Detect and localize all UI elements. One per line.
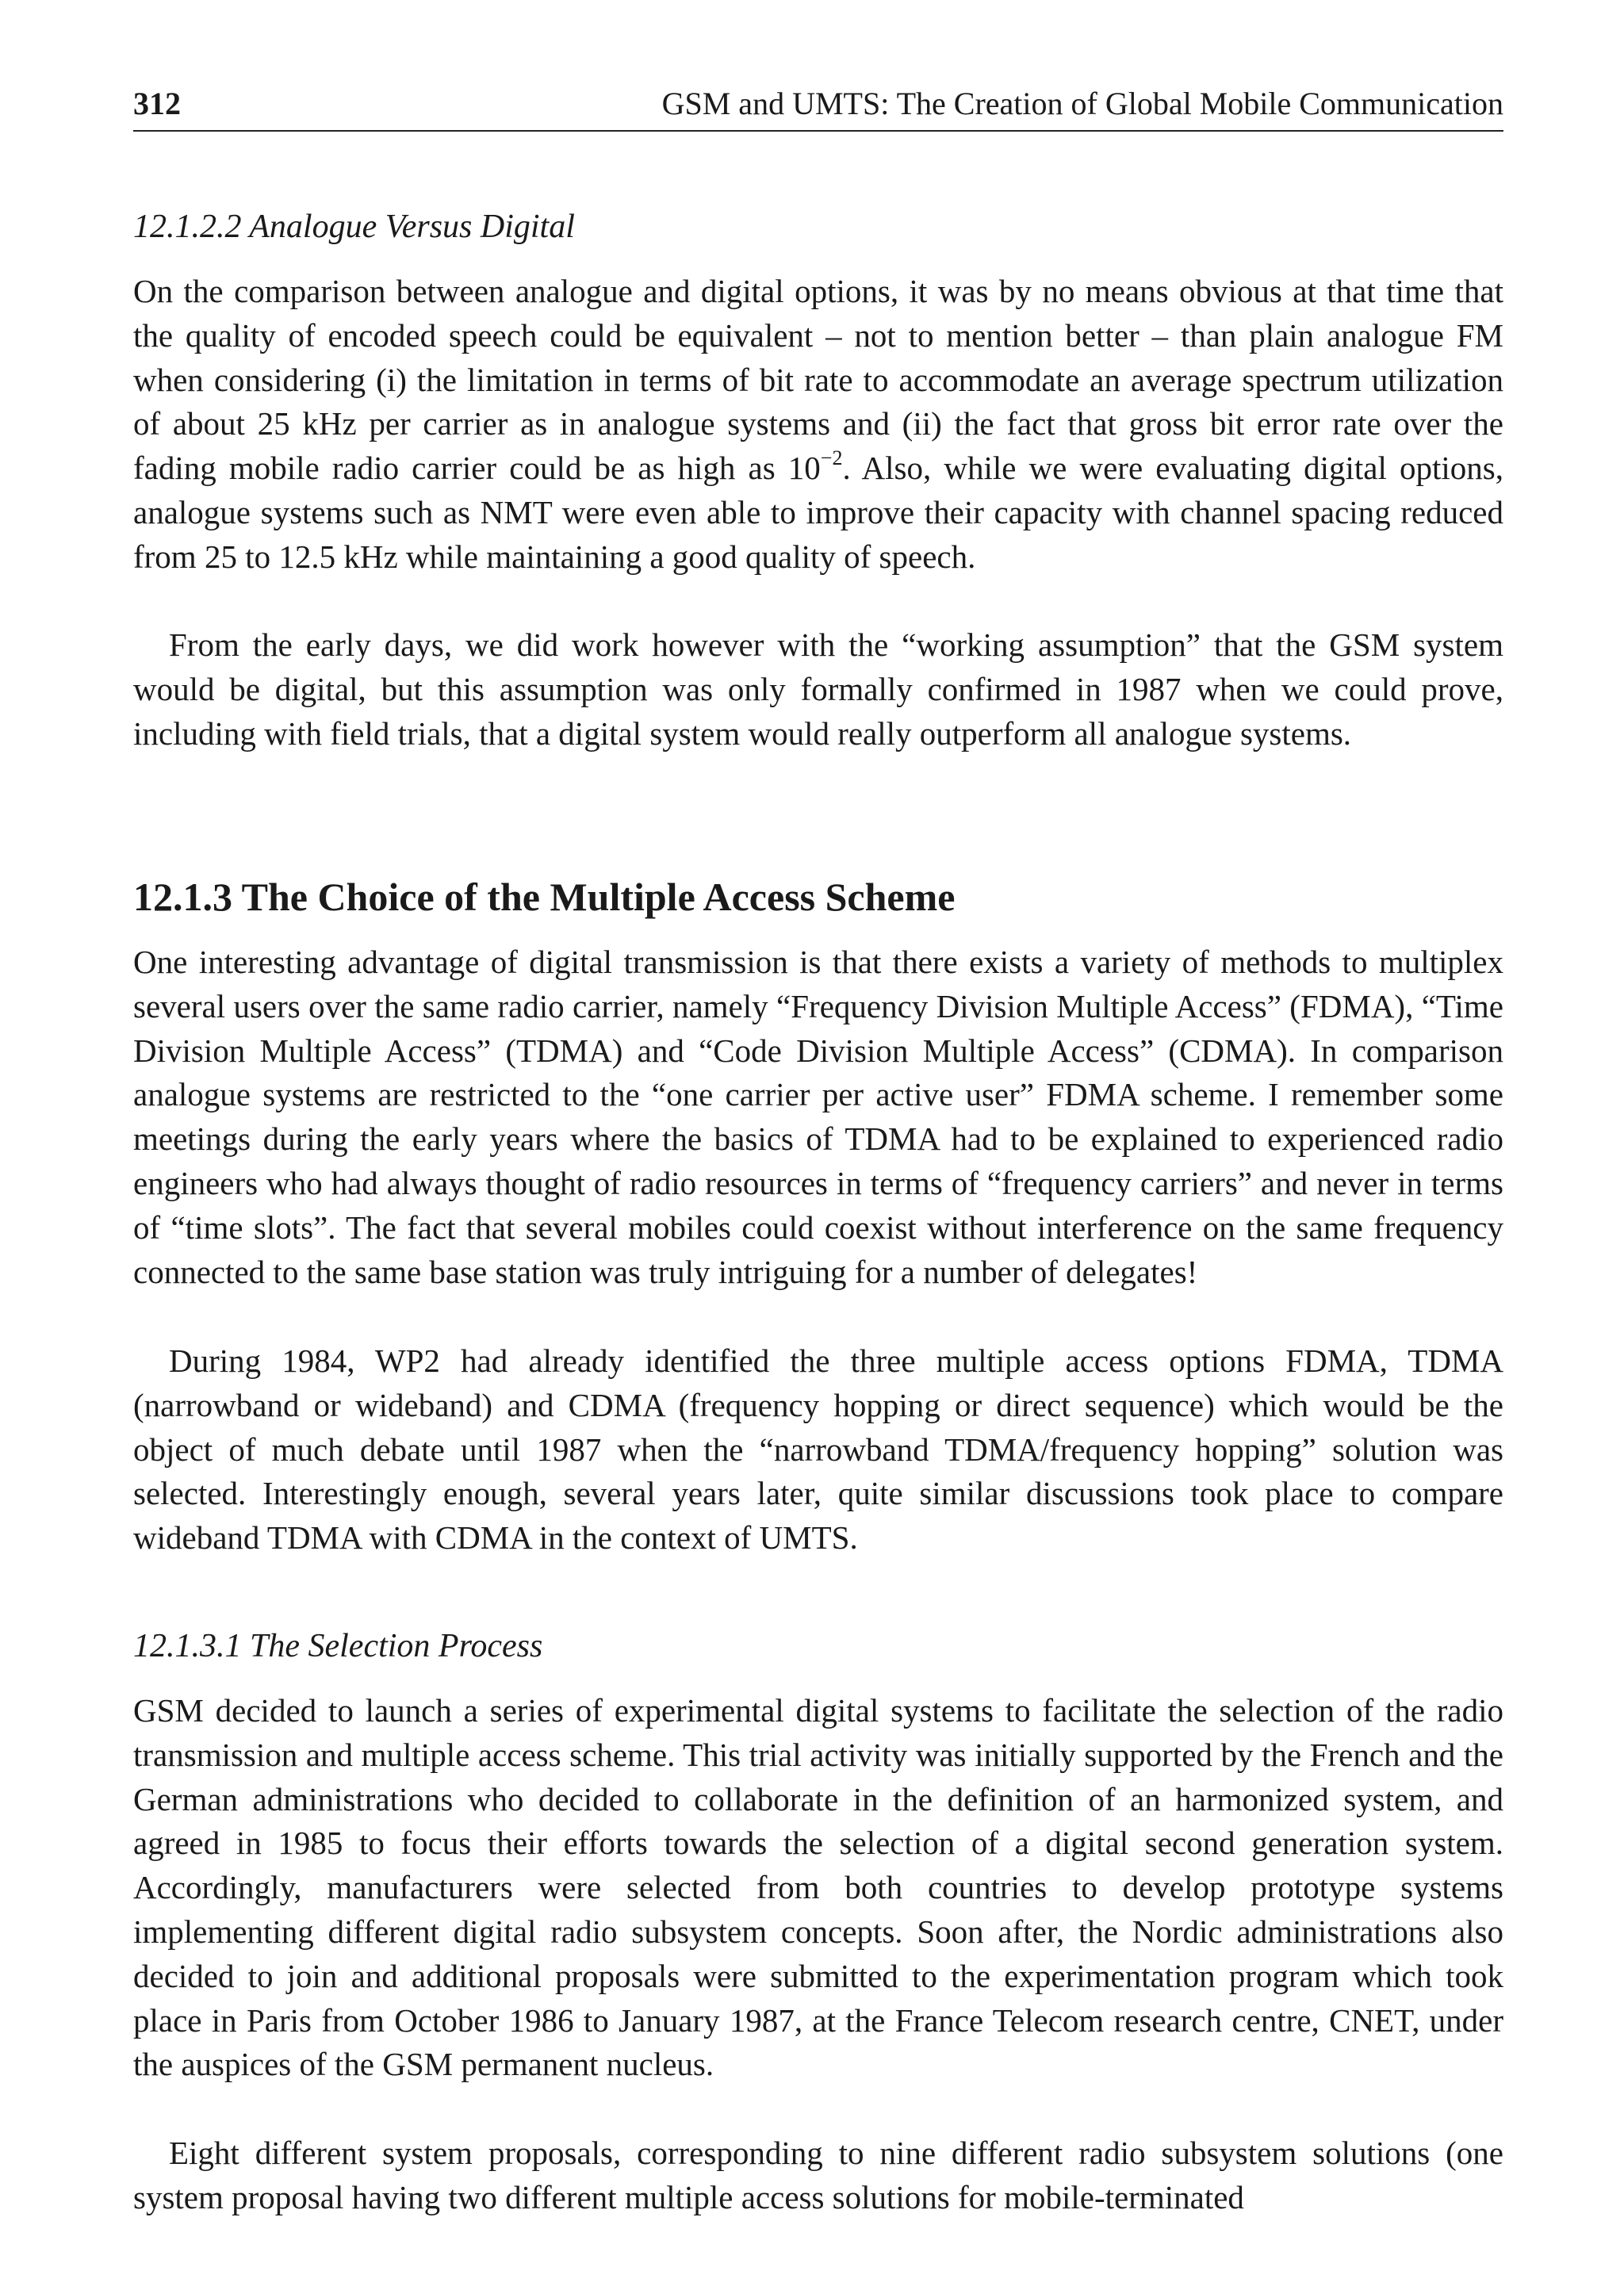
- running-head: [133, 81, 1503, 132]
- paragraph-multiple-access-2: During 1984, WP2 had already identified the three multiple access options FDMA, TDMA (narrowband or wideband) and CDMA (frequency hopping or direct sequence) which would be the object of much debate until 1987 when the “narrowband TDMA/frequency hopping” solution was selected. Interestingly enough, several years later, quite similar discussions took place to compare wideband TDMA with CDMA in the context of UMTS.: [133, 1342, 1503, 1557]
- subsection-heading-analogue-vs-digital: 12.1.2.2 Analogue Versus Digital: [133, 209, 575, 245]
- paragraph-analogue-vs-digital-2: From the early days, we did work however with the “working assumption” that the GSM system would be digital, but this assumption was only formally confirmed in 1987 when we could prove, including with field trials, that a digital system would really outperform all analogue systems.: [133, 626, 1503, 752]
- section-heading-multiple-access: 12.1.3 The Choice of the Multiple Access Scheme: [133, 875, 956, 919]
- subsection-heading-selection-process: 12.1.3.1 The Selection Process: [133, 1628, 543, 1664]
- paragraph-analogue-vs-digital-1: [133, 270, 1503, 580]
- book-title: GSM and UMTS: The Creation of Global Mobile Communication: [661, 86, 1503, 121]
- page-number: 312: [133, 86, 181, 121]
- paragraph-text-tail: . Also, while we were evaluating digital options, analogue systems such as NMT were even able to improve their capacity with channel spacing reduced from 25 to 12.5 kHz while maintaining a good quality of speech.: [133, 450, 1503, 575]
- paragraph-selection-process-2: Eight different system proposals, corresponding to nine different radio subsystem solutions (one system proposal having two different multiple access solutions for mobile-terminated: [133, 2135, 1503, 2215]
- exponent: −2: [820, 446, 843, 470]
- paragraph-selection-process-1: GSM decided to launch a series of experimental digital systems to facilitate the selection of the radio transmission and multiple access scheme. This trial activity was initially supported by the French and the German administrations who decided to collaborate in the definition of an harmonized system, and agreed in 1985 to focus their efforts towards the selection of a digital second generation system. Accordingly, manufacturers were selected from both countries to develop prototype systems implementing different digital radio subsystem concepts. Soon after, the Nordic administrations also decided to join and additional proposals were submitted to the experimentation program which took place in Paris from October 1986 to January 1987, at the France Telecom research centre, CNET, under the auspices of the GSM permanent nucleus.: [133, 1692, 1503, 2083]
- paragraph-multiple-access-1: One interesting advantage of digital transmission is that there exists a variety of methods to multiplex several users over the same radio carrier, namely “Frequency Division Multiple Access” (FDMA), “Time Division Multiple Access” (TDMA) and “Code Division Multiple Access” (CDMA). In comparison analogue systems are restricted to the “one carrier per active user” FDMA scheme. I remember some meetings during the early years where the basics of TDMA had to be explained to experienced radio engineers who had always thought of radio resources in terms of “frequency carriers” and never in terms of “time slots”. The fact that several mobiles could coexist without interference on the same frequency connected to the same base station was truly intriguing for a number of delegates!: [133, 944, 1503, 1290]
- paragraph-text: On the comparison between analogue and digital options, it was by no means obvious at that time that the quality of encoded speech could be equivalent – not to mention better – than plain analogue FM when considering (i) the limitation in terms of bit rate to accommodate an average spectrum utilization of about 25 kHz per carrier as in analogue systems and (ii) the fact that gross bit error rate over the fading mobile radio carrier could be as high as 10: [133, 273, 1503, 487]
